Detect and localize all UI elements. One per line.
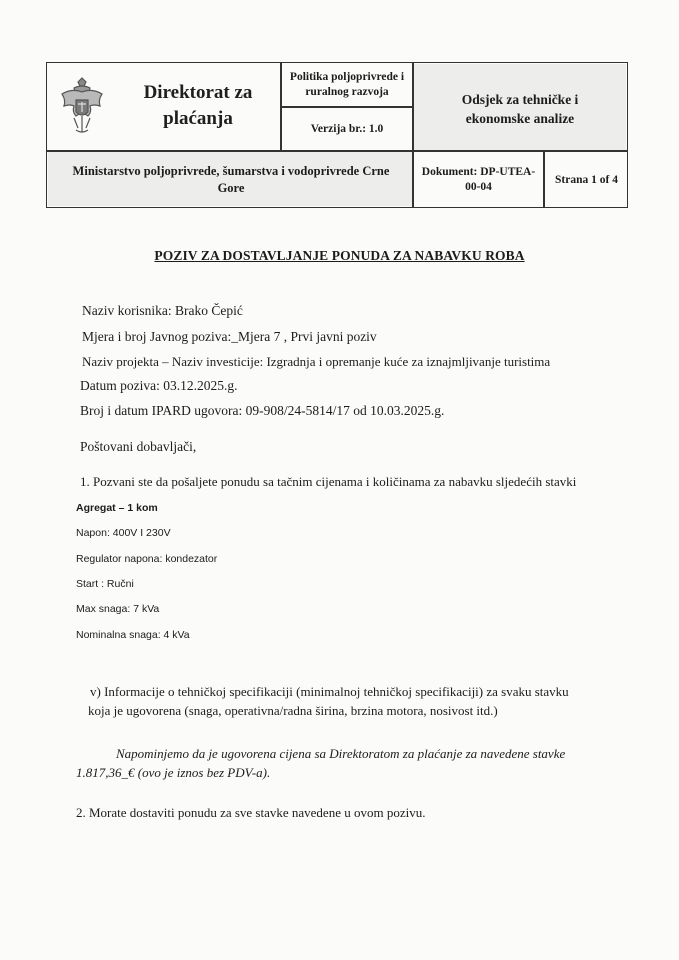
measure-number: Mjera i broj Javnog poziva:_Mjera 7 , Prvi javni poziv [82, 329, 377, 344]
spec-title: Agregat – 1 kom [76, 502, 158, 514]
spec-line: Start : Ručni [76, 578, 134, 590]
price-note-line1: Napominjemo da je ugovorena cijena sa Direktoratom za plaćanje za navedene stavke [116, 746, 566, 761]
policy-line2: ruralnog razvoja [305, 86, 389, 98]
ministry-line2: Gore [217, 181, 245, 195]
spec-line: Regulator napona: kondezator [76, 553, 218, 565]
spec-line: Nominalna snaga: 4 kVa [76, 629, 190, 641]
technical-info-line1: v) Informacije o tehničkoj specifikaciji (minimalnoj tehničkoj specifikaciji) za svaku stavku [90, 684, 569, 699]
version-text: Verzija br.: 1.0 [310, 122, 384, 135]
version-label [282, 108, 412, 150]
document-code-line1: Dokument: DP-UTEA- [421, 166, 536, 178]
spec-line: Max snaga: 7 kVa [76, 603, 160, 615]
ipard-contract: Broj i datum IPARD ugovora: 09-908/24-5814/17 od 10.03.2025.g. [80, 403, 445, 418]
document-heading: POZIV ZA DOSTAVLJANJE PONUDA ZA NABAVKU ROBA [154, 248, 525, 263]
ministry-label [50, 152, 412, 208]
document-code [414, 152, 543, 208]
document-code-line2: 00-04 [465, 181, 492, 193]
item-2-text: 2. Morate dostaviti ponudu za sve stavke navedene u ovom pozivu. [76, 805, 426, 820]
department-line1: Odsjek za tehničke i [461, 92, 579, 107]
coat-of-arms-emblem [52, 72, 112, 140]
project-name: Naziv projekta – Naziv investicije: Izgradnja i opremanje kuće za iznajmljivanje turistima [82, 354, 551, 369]
document-header-table [46, 62, 628, 208]
department-label [414, 68, 626, 150]
directorate-title-line1: Direktorat za [143, 82, 253, 103]
beneficiary-name: Naziv korisnika: Brako Čepić [82, 303, 243, 318]
policy-line1: Politika poljoprivrede i [289, 71, 405, 83]
price-note-line2: 1.817,36_€ (ovo je iznos bez PDV-a). [76, 765, 271, 780]
department-line2: ekonomske analize [465, 111, 575, 126]
page-indicator-text: Strana 1 of 4 [555, 173, 618, 186]
directorate-title [116, 66, 280, 146]
directorate-title-line2: plaćanja [163, 108, 233, 129]
technical-info-line2: koja je ugovorena (snaga, operativna/radna širina, brzina motora, nosivost itd.) [88, 703, 498, 718]
policy-label [282, 64, 412, 106]
greeting: Poštovani dobavljači, [80, 439, 197, 454]
item-1-text: 1. Pozvani ste da pošaljete ponudu sa tačnim cijenama i količinama za nabavku sljedećih stavki [80, 474, 577, 489]
page-indicator [545, 152, 628, 208]
ministry-line1: Ministarstvo poljoprivrede, šumarstva i vodoprivrede Crne [72, 164, 390, 178]
spec-line: Napon: 400V I 230V [76, 527, 171, 539]
invitation-date: Datum poziva: 03.12.2025.g. [80, 378, 238, 393]
